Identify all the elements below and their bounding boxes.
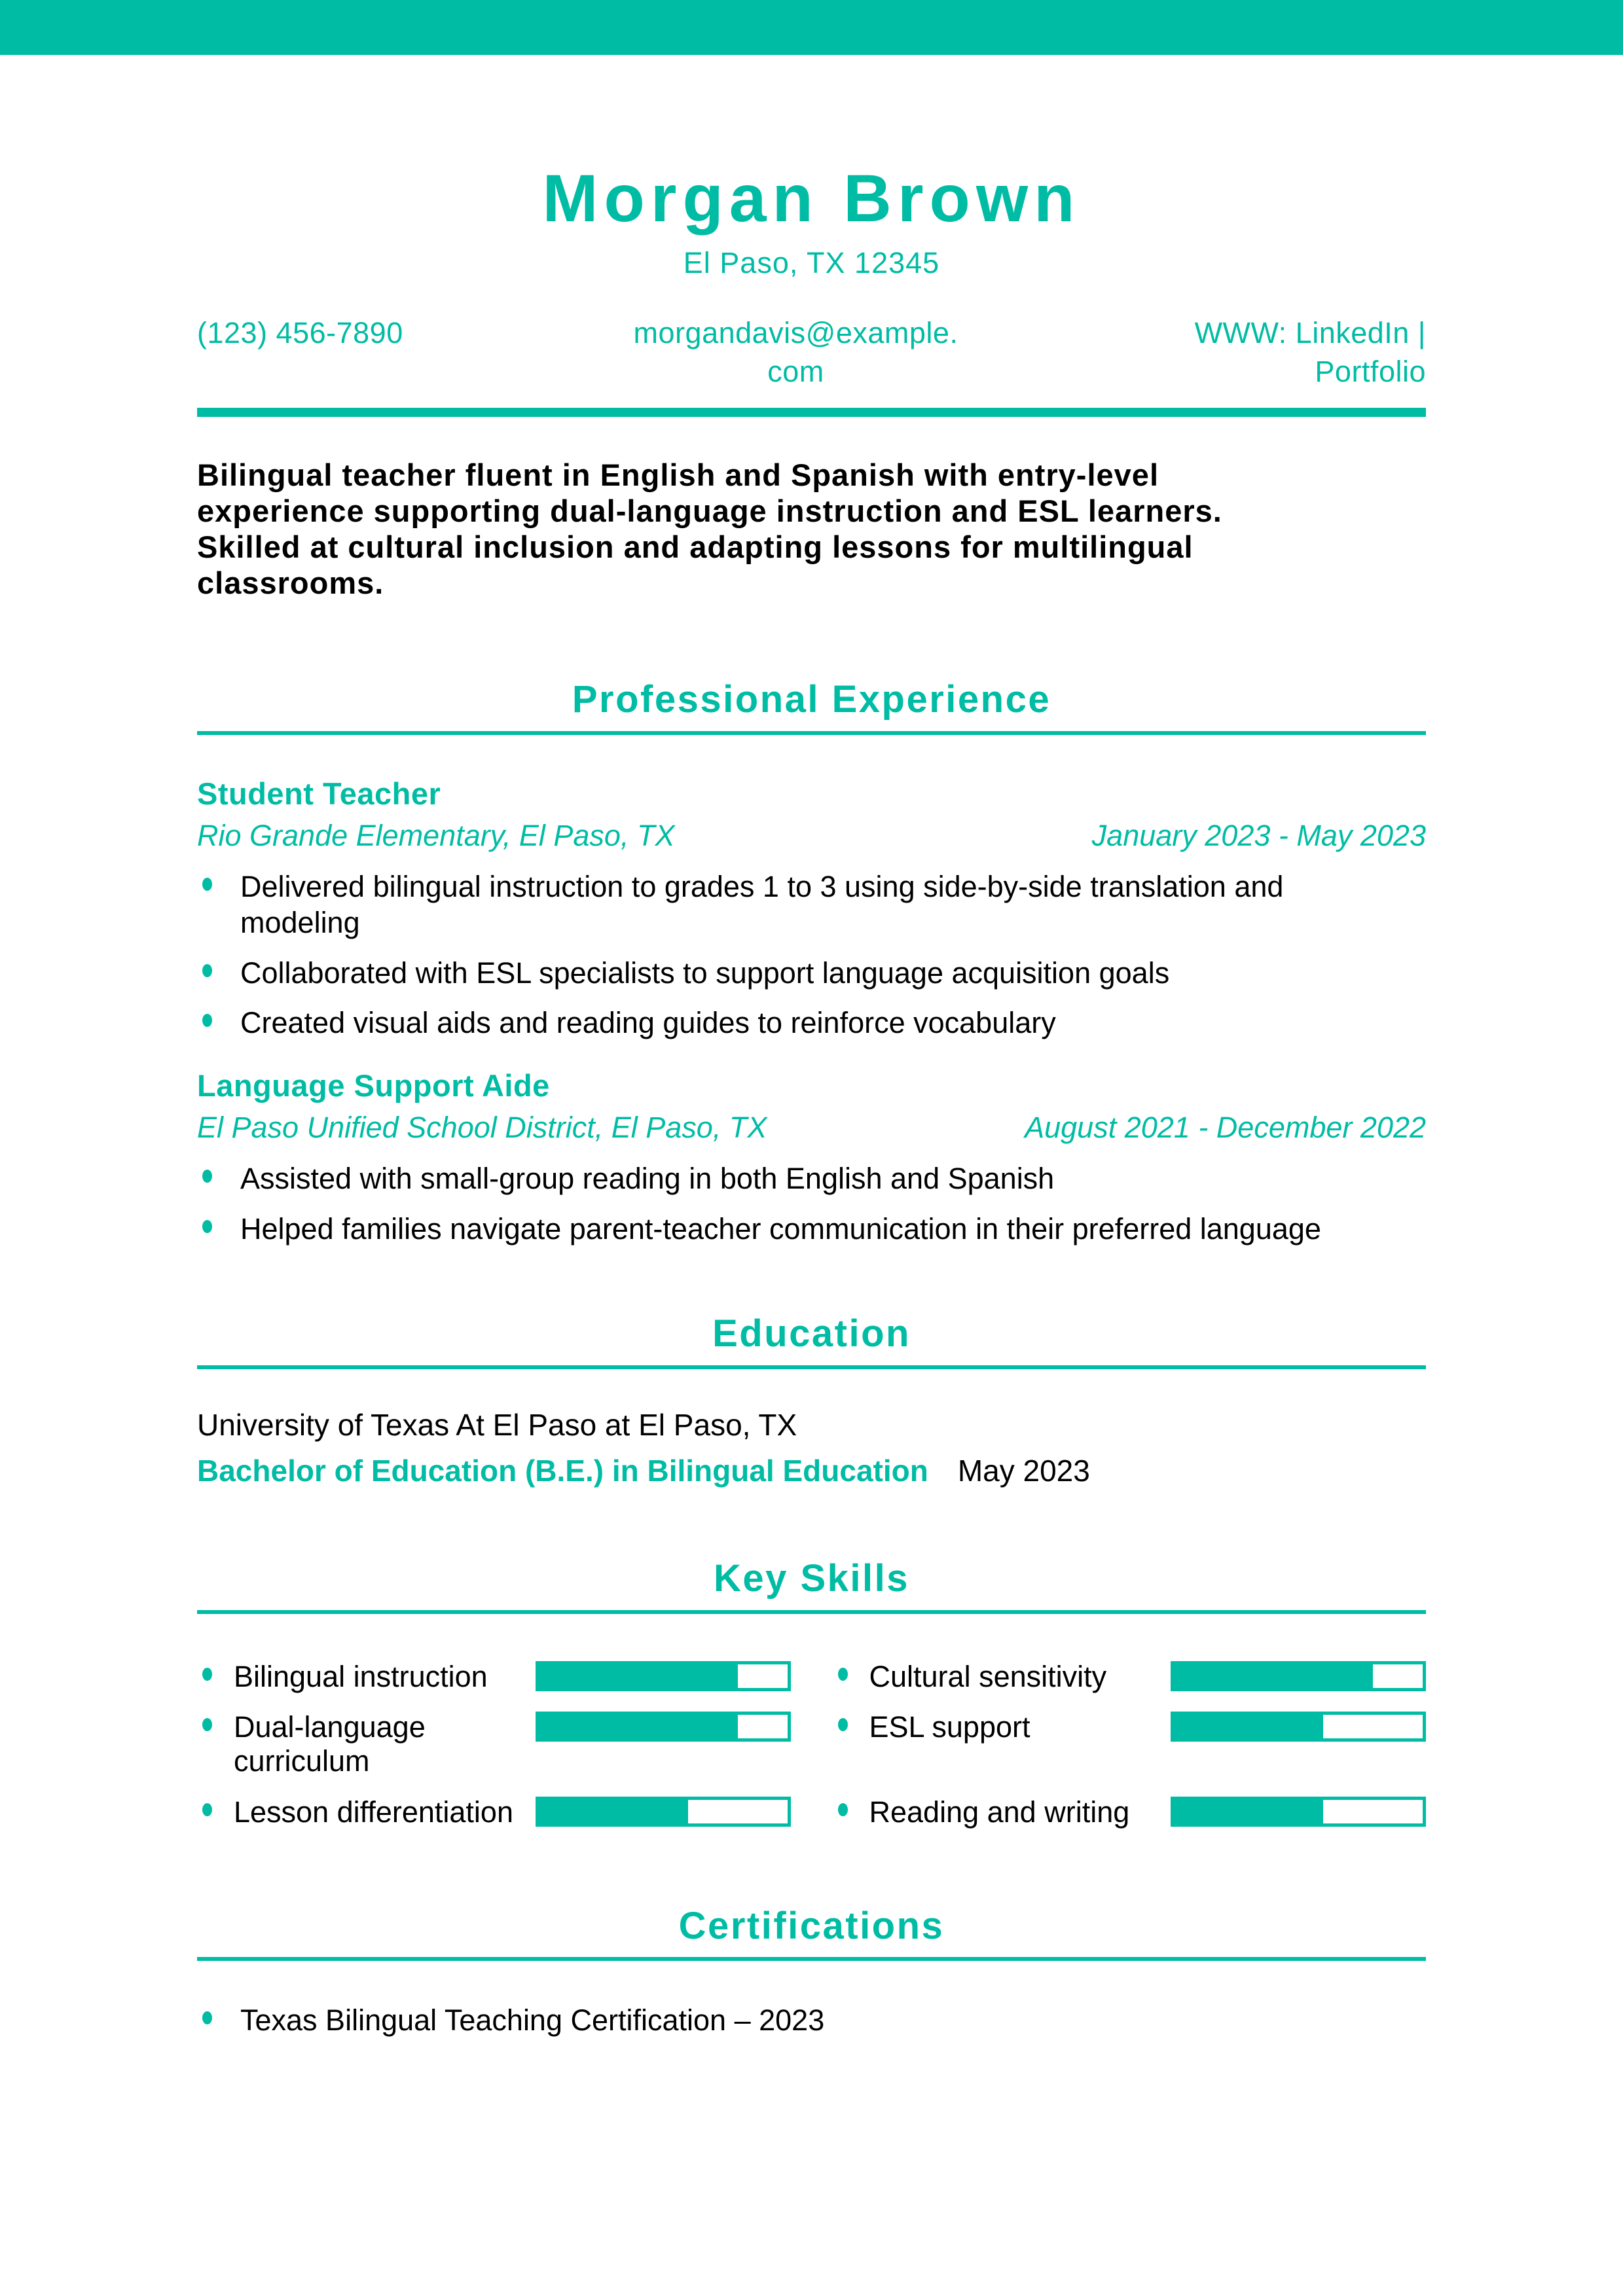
job-bullet-text: Helped families navigate parent-teacher communication in their preferred language xyxy=(240,1212,1321,1246)
job-bullet-text: Assisted with small-group reading in both English and Spanish xyxy=(240,1162,1055,1196)
skill-label: Dual-language curriculum xyxy=(234,1710,426,1778)
bullet-icon xyxy=(202,964,212,977)
bullet-icon xyxy=(838,1668,848,1681)
section-title-certifications: Certifications xyxy=(678,1904,945,1947)
skill-item xyxy=(833,1710,1427,1778)
skill-bar-fill xyxy=(1174,1715,1323,1738)
job-company: Rio Grande Elementary, El Paso, TX xyxy=(197,818,675,852)
job-entry xyxy=(197,1067,1426,1247)
section-underline xyxy=(197,1365,1426,1369)
skill-bar-fill xyxy=(539,1715,738,1738)
skill-bar xyxy=(536,1797,791,1827)
bullet-icon xyxy=(202,1014,212,1027)
contact-row xyxy=(197,314,1426,391)
bullet-icon xyxy=(202,1803,212,1816)
bullet-icon xyxy=(202,2011,212,2024)
job-entry xyxy=(197,776,1426,1042)
section-title-skills: Key Skills xyxy=(713,1556,910,1600)
skill-item xyxy=(197,1660,791,1694)
skill-bar-fill xyxy=(1174,1800,1323,1823)
bullet-icon xyxy=(838,1718,848,1731)
section-underline xyxy=(197,1957,1426,1961)
bullet-icon xyxy=(202,1668,212,1681)
skill-label: Reading and writing xyxy=(869,1795,1130,1829)
skill-label: Lesson differentiation xyxy=(234,1795,513,1829)
skill-label: ESL support xyxy=(869,1710,1030,1744)
skill-bar-fill xyxy=(1174,1664,1373,1688)
website-links: WWW: LinkedIn | Portfolio xyxy=(1194,316,1426,388)
skill-bar xyxy=(536,1661,791,1691)
section-title-education: Education xyxy=(712,1312,911,1355)
certification-text: Texas Bilingual Teaching Certification – 2023 xyxy=(240,2003,825,2037)
skill-item xyxy=(197,1710,791,1778)
job-bullet-list xyxy=(197,1161,1426,1247)
skill-bar xyxy=(1171,1797,1426,1827)
job-bullet xyxy=(197,1211,1426,1247)
skill-bar-fill xyxy=(539,1800,688,1823)
bullet-icon xyxy=(838,1803,848,1816)
skill-item xyxy=(833,1660,1427,1694)
job-meta-row xyxy=(197,1110,1426,1145)
job-bullet xyxy=(197,1161,1426,1197)
certification-item xyxy=(197,2003,1426,2039)
skills-grid xyxy=(197,1660,1426,1829)
phone-number: (123) 456-7890 xyxy=(197,316,403,350)
job-title: Student Teacher xyxy=(197,776,441,811)
job-meta-row xyxy=(197,818,1426,853)
candidate-name: Morgan Brown xyxy=(542,161,1081,236)
job-bullet xyxy=(197,1005,1426,1041)
job-bullet-text: Created visual aids and reading guides to reinforce vocabulary xyxy=(240,1006,1056,1040)
bullet-icon xyxy=(202,878,212,891)
bullet-icon xyxy=(202,1220,212,1233)
section-underline xyxy=(197,731,1426,735)
skill-item xyxy=(197,1795,791,1829)
section-title-experience: Professional Experience xyxy=(572,677,1051,721)
job-bullet xyxy=(197,956,1426,992)
skill-bar xyxy=(536,1712,791,1742)
education-date: May 2023 xyxy=(957,1453,1090,1488)
skill-bar-fill xyxy=(539,1664,738,1688)
section-underline xyxy=(197,1610,1426,1614)
bullet-icon xyxy=(202,1170,212,1183)
job-company: El Paso Unified School District, El Paso, TX xyxy=(197,1111,767,1145)
email-address: morgandavis@example.com xyxy=(633,316,958,388)
education-degree: Bachelor of Education (B.E.) in Bilingual Education xyxy=(197,1453,928,1488)
education-degree-row xyxy=(197,1453,1426,1488)
bullet-icon xyxy=(202,1718,212,1731)
top-accent-bar xyxy=(0,0,1623,55)
certification-list xyxy=(197,2003,1426,2039)
skill-label: Bilingual instruction xyxy=(234,1659,488,1693)
header-divider xyxy=(197,408,1426,417)
job-bullet-text: Collaborated with ESL specialists to support language acquisition goals xyxy=(240,956,1170,990)
job-dates: August 2021 - December 2022 xyxy=(1025,1111,1426,1145)
professional-summary: Bilingual teacher fluent in English and Spanish with entry-level experience supporting dual-language instruction and ESL learners. Skilled at cultural inclusion and adapting lessons for multilingual classrooms. xyxy=(197,457,1222,600)
skill-bar xyxy=(1171,1712,1426,1742)
job-title: Language Support Aide xyxy=(197,1068,550,1103)
job-bullet xyxy=(197,869,1426,941)
skill-label: Cultural sensitivity xyxy=(869,1659,1107,1693)
job-bullet-text: Delivered bilingual instruction to grades 1 to 3 using side-by-side translation and modeling xyxy=(240,869,1284,939)
resume-content xyxy=(197,161,1426,2039)
candidate-location: El Paso, TX 12345 xyxy=(683,246,940,279)
skill-item xyxy=(833,1795,1427,1829)
job-dates: January 2023 - May 2023 xyxy=(1091,818,1426,852)
skill-bar xyxy=(1171,1661,1426,1691)
job-bullet-list xyxy=(197,869,1426,1042)
education-school: University of Texas At El Paso at El Paso, TX xyxy=(197,1407,797,1442)
